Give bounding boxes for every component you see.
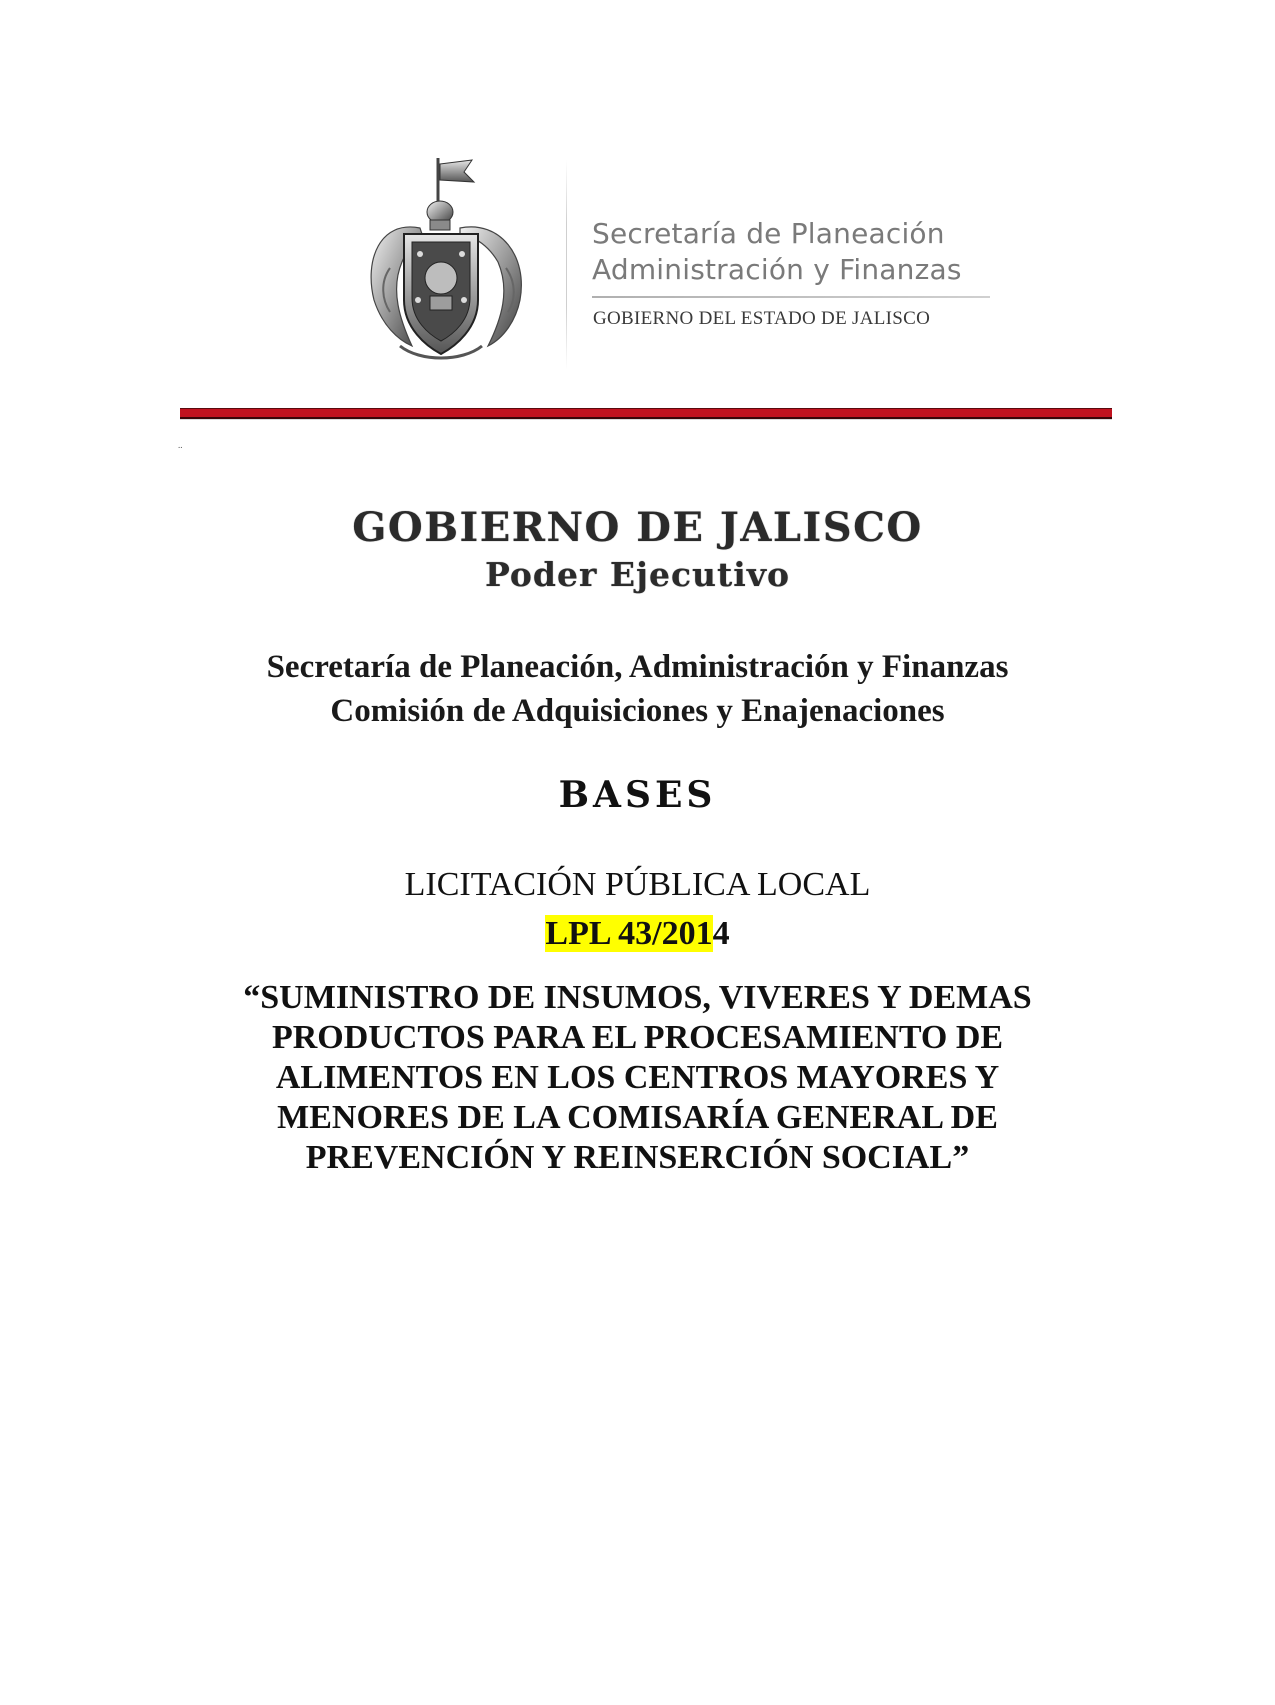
description-line: PREVENCIÓN Y REINSERCIÓN SOCIAL”	[305, 1139, 970, 1176]
tender-number-highlighted: LPL 43/201	[545, 915, 713, 952]
stray-mark: ..	[178, 440, 183, 450]
letterhead-divider	[566, 160, 567, 370]
tender-description	[0, 978, 1275, 1178]
document-type-heading: BASES	[558, 774, 717, 816]
tender-type: LICITACIÓN PÚBLICA LOCAL	[404, 866, 871, 903]
executive-power-subtitle: Poder Ejecutivo	[484, 555, 791, 594]
secretariat-name-line2: Administración y Finanzas	[592, 253, 962, 286]
description-line: ALIMENTOS EN LOS CENTROS MAYORES Y	[275, 1059, 1000, 1096]
state-government-label: GOBIERNO DEL ESTADO DE JALISCO	[593, 308, 931, 329]
description-line: MENORES DE LA COMISARÍA GENERAL DE	[277, 1099, 998, 1136]
secretariat-name-line1: Secretaría de Planeación	[592, 217, 945, 250]
jalisco-coat-of-arms-logo	[360, 150, 560, 365]
letterhead	[360, 150, 980, 370]
description-line: “SUMINISTRO DE INSUMOS, VIVERES Y DEMAS	[243, 979, 1032, 1016]
tender-number-rest: 4	[712, 915, 730, 952]
tender-number	[0, 911, 1275, 957]
department-heading	[0, 645, 1275, 733]
secretariat-name	[592, 216, 962, 288]
letterhead-rule	[592, 296, 990, 298]
department-line2: Comisión de Adquisiciones y Enajenaciones	[330, 693, 945, 729]
description-line: PRODUCTOS PARA EL PROCESAMIENTO DE	[271, 1019, 1004, 1056]
department-line1: Secretaría de Planeación, Administración y Finanzas	[266, 649, 1009, 685]
red-divider	[180, 408, 1112, 419]
government-title: GOBIERNO DE JALISCO	[352, 504, 923, 551]
